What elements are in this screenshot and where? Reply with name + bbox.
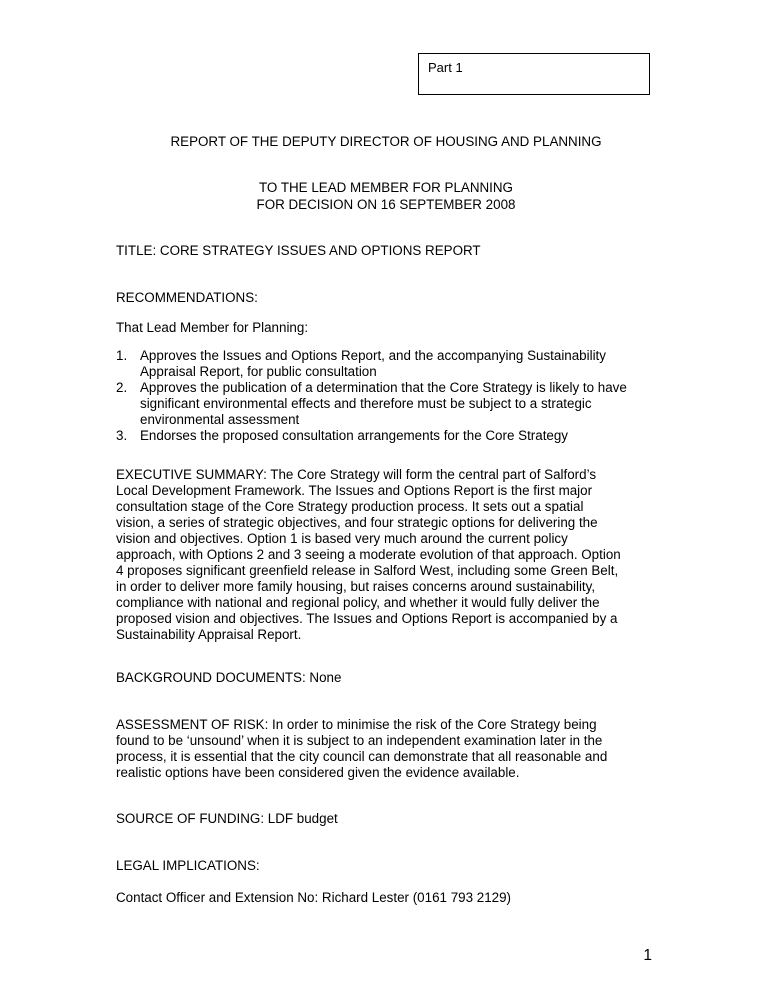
executive-summary: EXECUTIVE SUMMARY: The Core Strategy will form the central part of Salford’s Local Development Framework. The Issues and Options Report is the first major consultation stage of the Core Strategy production process. It sets out a spatial vision, a series of strategic objectives, and four strategic options for delivering the vision and objectives. Option 1 is based very much around the current policy approach, with Options 2 and 3 seeing a moderate evolution of that approach. Option 4 proposes significant greenfield release in Salford West, including some Green Belt, in order to deliver more family housing, but raises concerns around sustainability, compliance with national and regional policy, and whether it would fully deliver the proposed vision and objectives. The Issues and Options Report is accompanied by a Sustainability Appraisal Report. <box>116 467 621 642</box>
recommendation-text: Endorses the proposed consultation arrangements for the Core Strategy <box>140 428 569 443</box>
recommendation-text: Approves the Issues and Options Report, and the accompanying Sustainability Appraisal Report, for public consultation <box>140 348 606 379</box>
recommendations-intro: That Lead Member for Planning: <box>116 320 309 335</box>
page-number: 1 <box>643 947 652 964</box>
report-title: TITLE: CORE STRATEGY ISSUES AND OPTIONS REPORT <box>116 243 481 258</box>
recommendation-text: Approves the publication of a determination that the Core Strategy is likely to have significant environmental effects and therefore must be subject to a strategic environmental assessment <box>140 380 627 427</box>
recommendation-number: 3. <box>116 428 128 443</box>
to-line: TO THE LEAD MEMBER FOR PLANNING <box>259 180 513 195</box>
recommendations-heading: RECOMMENDATIONS: <box>116 290 258 305</box>
recommendation-item <box>116 348 656 380</box>
recommendations-list <box>116 348 656 444</box>
decision-line: FOR DECISION ON 16 SEPTEMBER 2008 <box>256 197 516 212</box>
recommendation-item <box>116 428 656 444</box>
recommendation-number: 2. <box>116 380 128 395</box>
background-documents: BACKGROUND DOCUMENTS: None <box>116 670 342 685</box>
report-of-heading: REPORT OF THE DEPUTY DIRECTOR OF HOUSING AND PLANNING <box>170 134 602 149</box>
part-label-box <box>418 53 650 95</box>
recommendation-item <box>116 380 656 428</box>
part-label: Part 1 <box>428 60 463 75</box>
assessment-of-risk: ASSESSMENT OF RISK: In order to minimise the risk of the Core Strategy being found to be ‘unsound’ when it is subject to an independent examination later in the process, it is essential that the city council can demonstrate that all reasonable and realistic options have been considered given the evidence available. <box>116 717 608 780</box>
legal-implications: LEGAL IMPLICATIONS: <box>116 858 260 873</box>
source-of-funding: SOURCE OF FUNDING: LDF budget <box>116 811 338 826</box>
contact-officer: Contact Officer and Extension No: Richard Lester (0161 793 2129) <box>116 890 512 905</box>
recommendation-number: 1. <box>116 348 128 363</box>
